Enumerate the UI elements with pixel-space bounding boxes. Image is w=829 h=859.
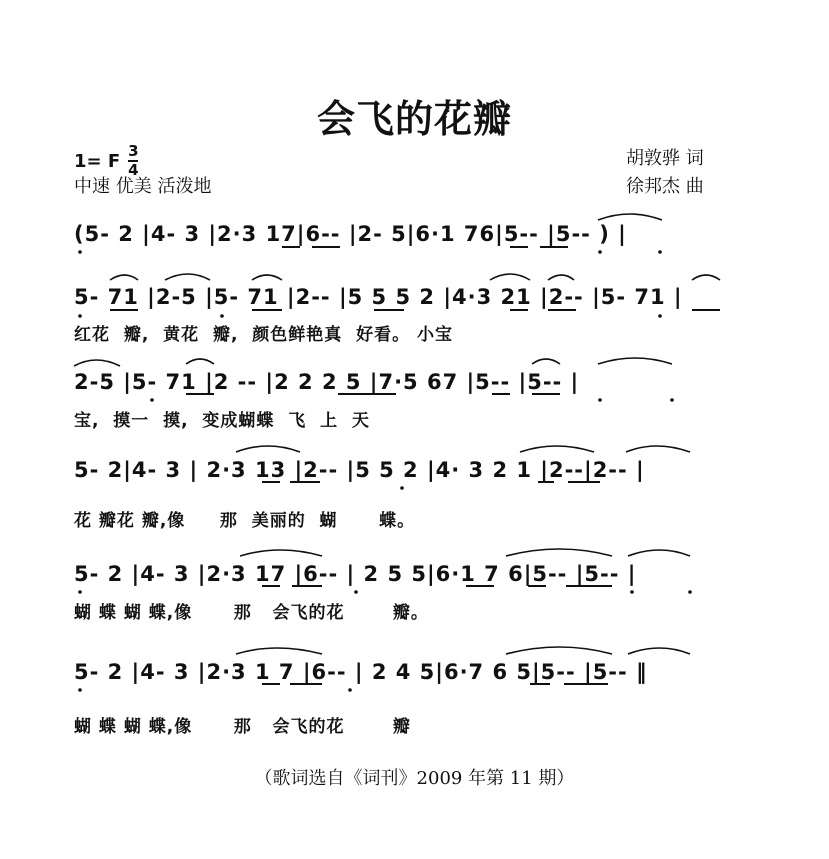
notation-line-3: 2-5 |5- 71 |2 -- |2 2 2 5 |7·5 67 |5-- |5-- | [74, 370, 580, 394]
slur [626, 446, 690, 452]
lyric-line-2: 红花 瓣, 黄花 瓣, 颜色鲜艳真 好看。 小宝 [74, 325, 454, 345]
slur [520, 446, 594, 452]
lyricist-credit: 胡敦骅 词 [626, 148, 704, 169]
slur [186, 359, 214, 364]
notation-line-6: 5- 2 |4- 3 |2·3 1 7 |6-- | 2 4 5|6·7 6 5|5-- |5-- ‖ [74, 660, 648, 684]
slur [236, 648, 322, 654]
notation-line-1: (5- 2 |4- 3 |2·3 17|6-- |2- 5|6·1 76|5-- |5-- ) | [74, 222, 627, 246]
slur [598, 214, 662, 220]
slur [506, 647, 612, 654]
slur [532, 359, 560, 364]
lyric-line-5: 蝴 蝶 蝴 蝶,像 那 会飞的花 瓣。 [74, 603, 429, 623]
slur [240, 550, 322, 556]
time-top: 3 [128, 142, 139, 160]
slur [506, 549, 612, 556]
slur [598, 358, 672, 364]
slur [110, 275, 138, 280]
composer-credit: 徐邦杰 曲 [626, 176, 704, 197]
slur [74, 360, 120, 366]
lyric-line-6: 蝴 蝶 蝴 蝶,像 那 会飞的花 瓣 [74, 717, 411, 737]
slur [236, 446, 300, 452]
lyric-line-3: 宝, 摸一 摸, 变成蝴蝶 飞 上 天 [74, 411, 370, 431]
slur [628, 550, 690, 556]
key-label: 1= F [74, 150, 121, 172]
slur [165, 274, 210, 280]
tempo-marking: 中速 优美 活泼地 [74, 176, 212, 197]
slur [548, 275, 574, 280]
notation-line-4: 5- 2|4- 3 | 2·3 13 |2-- |5 5 2 |4· 3 2 1 |2--|2-- | [74, 458, 645, 482]
slur [490, 274, 530, 280]
source-note: （歌词选自《词刊》2009 年第 11 期） [254, 768, 575, 789]
slur [692, 275, 720, 280]
song-title: 会飞的花瓣 [316, 97, 512, 141]
slur [628, 648, 690, 654]
notation-line-5: 5- 2 |4- 3 |2·3 17 |6-- | 2 5 5|6·1 7 6|5-- |5-- | [74, 562, 637, 586]
time-bottom: 4 [128, 161, 139, 179]
notation-line-2: 5- 71 |2-5 |5- 71 |2-- |5 5 5 2 |4·3 21 |2-- |5- 71 | [74, 285, 683, 309]
lyric-line-4: 花 瓣花 瓣,像 那 美丽的 蝴 蝶。 [74, 511, 416, 531]
slur [252, 275, 282, 280]
